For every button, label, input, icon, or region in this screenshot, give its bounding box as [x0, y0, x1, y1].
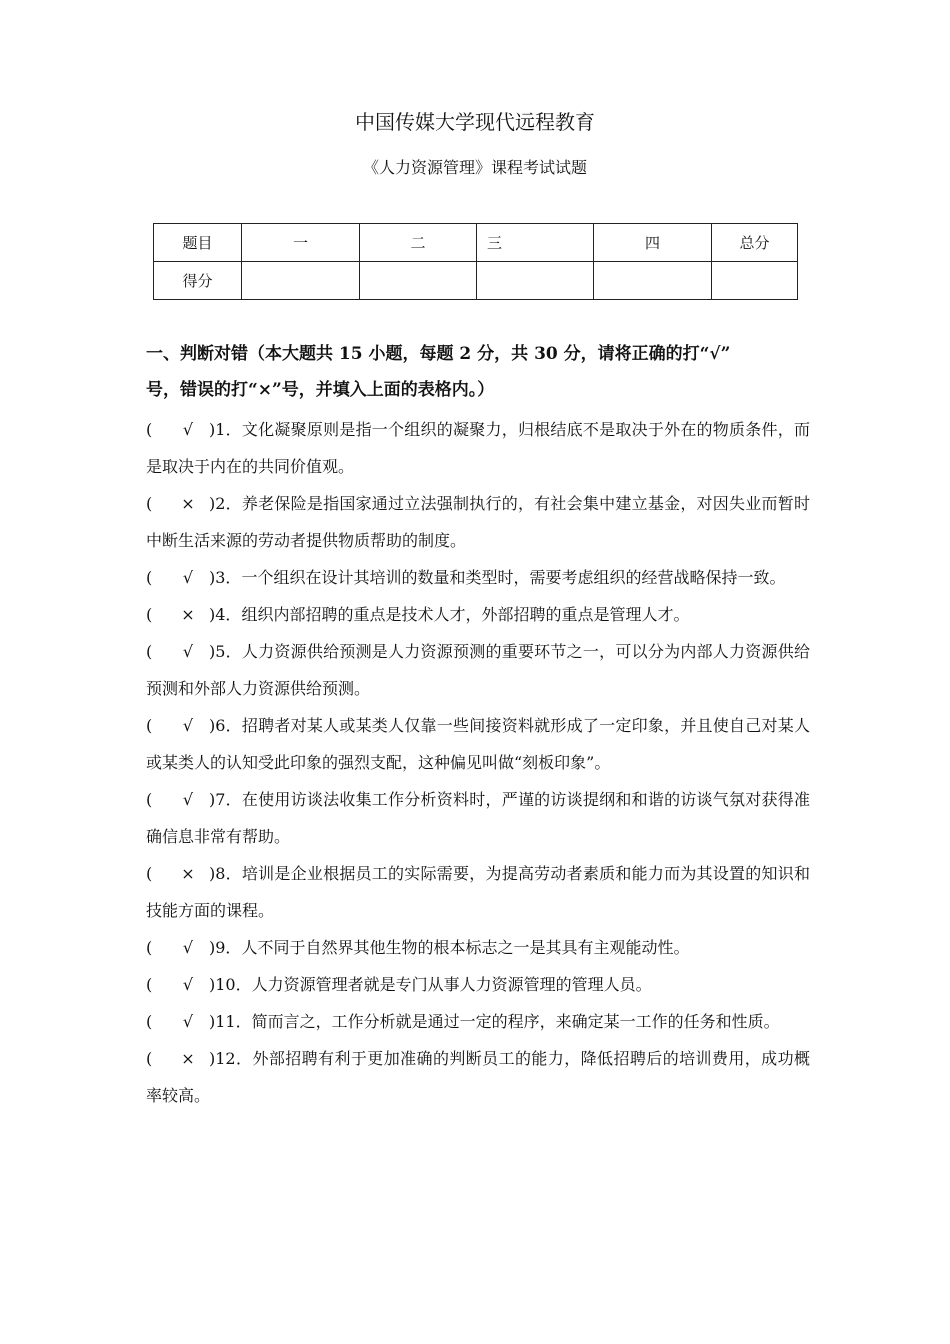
question-text: 人不同于自然界其他生物的根本标志之一是其具有主观能动性。	[241, 938, 690, 957]
header-cell-total: 总分	[712, 224, 798, 262]
score-cell-total	[712, 262, 798, 300]
header-cell-2: 二	[360, 224, 477, 262]
answer-mark: √	[182, 790, 194, 809]
section-heading-line-2: 号，错误的打“×”号，并填入上面的表格内。）	[146, 380, 495, 400]
score-table	[153, 223, 798, 300]
row-label-score: 得分	[154, 262, 242, 300]
question-number: 10．	[215, 975, 252, 994]
question-text: 招聘者对某人或某类人仅靠一些间接资料就形成了一定印象，并且使自己对某人或某类人的认知受此印象的强烈支配，这种偏见叫做“刻板印象”。	[146, 716, 810, 772]
question-item: ( √ )3．一个组织在设计其培训的数量和类型时，需要考虑组织的经营战略保持一致。	[146, 559, 810, 596]
question-text: 组织内部招聘的重点是技术人才，外部招聘的重点是管理人才。	[241, 605, 690, 624]
header-cell-3: 三	[477, 224, 594, 262]
question-number: 3．	[215, 568, 242, 587]
header-cell-1: 一	[242, 224, 360, 262]
answer-mark: √	[182, 1012, 194, 1031]
question-number: 12．	[215, 1049, 253, 1068]
question-item: ( × )2．养老保险是指国家通过立法强制执行的，有社会集中建立基金，对因失业而暂时中断生活来源的劳动者提供物质帮助的制度。	[146, 485, 810, 559]
question-item: ( √ )6．招聘者对某人或某类人仅靠一些间接资料就形成了一定印象，并且使自己对某人或某类人的认知受此印象的强烈支配，这种偏见叫做“刻板印象”。	[146, 707, 810, 781]
question-number: 6．	[215, 716, 242, 735]
question-item: ( √ )11．简而言之，工作分析就是通过一定的程序，来确定某一工作的任务和性质。	[146, 1003, 810, 1040]
question-text: 一个组织在设计其培训的数量和类型时，需要考虑组织的经营战略保持一致。	[241, 568, 786, 587]
question-number: 2．	[215, 494, 242, 513]
section-heading	[146, 336, 816, 408]
question-list	[146, 411, 810, 1114]
answer-mark: √	[182, 568, 194, 587]
answer-mark: ×	[181, 864, 195, 883]
question-text: 人力资源供给预测是人力资源预测的重要环节之一，可以分为内部人力资源供给预测和外部人力资源供给预测。	[146, 642, 810, 698]
score-cell-1	[242, 262, 360, 300]
question-number: 7．	[215, 790, 242, 809]
answer-mark: ×	[181, 605, 195, 624]
question-text: 在使用访谈法收集工作分析资料时，严谨的访谈提纲和和谐的访谈气氛对获得准确信息非常有帮助。	[146, 790, 810, 846]
section-heading-line-1: 一、判断对错（本大题共 15 小题，每题 2 分，共 30 分，请将正确的打“√”	[146, 344, 731, 364]
question-number: 4．	[215, 605, 242, 624]
question-item: ( × )12．外部招聘有利于更加准确的判断员工的能力，降低招聘后的培训费用，成功概率较高。	[146, 1040, 810, 1114]
question-number: 1．	[215, 420, 242, 439]
document-title: 中国传媒大学现代远程教育	[355, 110, 595, 134]
answer-mark: √	[182, 642, 194, 661]
question-item: ( √ )10．人力资源管理者就是专门从事人力资源管理的管理人员。	[146, 966, 810, 1003]
exam-subtitle: 《人力资源管理》课程考试试题	[362, 158, 587, 177]
answer-mark: √	[182, 975, 194, 994]
question-text: 培训是企业根据员工的实际需要，为提高劳动者素质和能力而为其设置的知识和技能方面的课程。	[146, 864, 810, 920]
answer-mark: √	[182, 420, 194, 439]
header-cell-4: 四	[594, 224, 712, 262]
question-text: 养老保险是指国家通过立法强制执行的，有社会集中建立基金，对因失业而暂时中断生活来源的劳动者提供物质帮助的制度。	[146, 494, 810, 550]
question-number: 11．	[215, 1012, 252, 1031]
question-number: 5．	[215, 642, 242, 661]
question-item: ( √ )5．人力资源供给预测是人力资源预测的重要环节之一，可以分为内部人力资源供给预测和外部人力资源供给预测。	[146, 633, 810, 707]
answer-mark: √	[182, 716, 194, 735]
score-cell-2	[360, 262, 477, 300]
header-cell-topic: 题目	[154, 224, 242, 262]
score-cell-3	[477, 262, 594, 300]
score-table-header-row	[154, 224, 798, 262]
answer-mark: ×	[181, 494, 195, 513]
question-item: ( √ )9．人不同于自然界其他生物的根本标志之一是其具有主观能动性。	[146, 929, 810, 966]
question-text: 文化凝聚原则是指一个组织的凝聚力，归根结底不是取决于外在的物质条件，而是取决于内在的共同价值观。	[146, 420, 810, 476]
score-table-score-row	[154, 262, 798, 300]
answer-mark: √	[182, 938, 194, 957]
question-item: ( × )8．培训是企业根据员工的实际需要，为提高劳动者素质和能力而为其设置的知识和技能方面的课程。	[146, 855, 810, 929]
question-text: 简而言之，工作分析就是通过一定的程序，来确定某一工作的任务和性质。	[251, 1012, 780, 1031]
question-item: ( × )4．组织内部招聘的重点是技术人才，外部招聘的重点是管理人才。	[146, 596, 810, 633]
answer-mark: ×	[181, 1049, 195, 1068]
question-text: 人力资源管理者就是专门从事人力资源管理的管理人员。	[251, 975, 652, 994]
question-number: 9．	[215, 938, 242, 957]
question-item: ( √ )7．在使用访谈法收集工作分析资料时，严谨的访谈提纲和和谐的访谈气氛对获得准确信息非常有帮助。	[146, 781, 810, 855]
question-item: ( √ )1．文化凝聚原则是指一个组织的凝聚力，归根结底不是取决于外在的物质条件，而是取决于内在的共同价值观。	[146, 411, 810, 485]
question-text: 外部招聘有利于更加准确的判断员工的能力，降低招聘后的培训费用，成功概率较高。	[146, 1049, 810, 1105]
score-cell-4	[594, 262, 712, 300]
question-number: 8．	[215, 864, 242, 883]
